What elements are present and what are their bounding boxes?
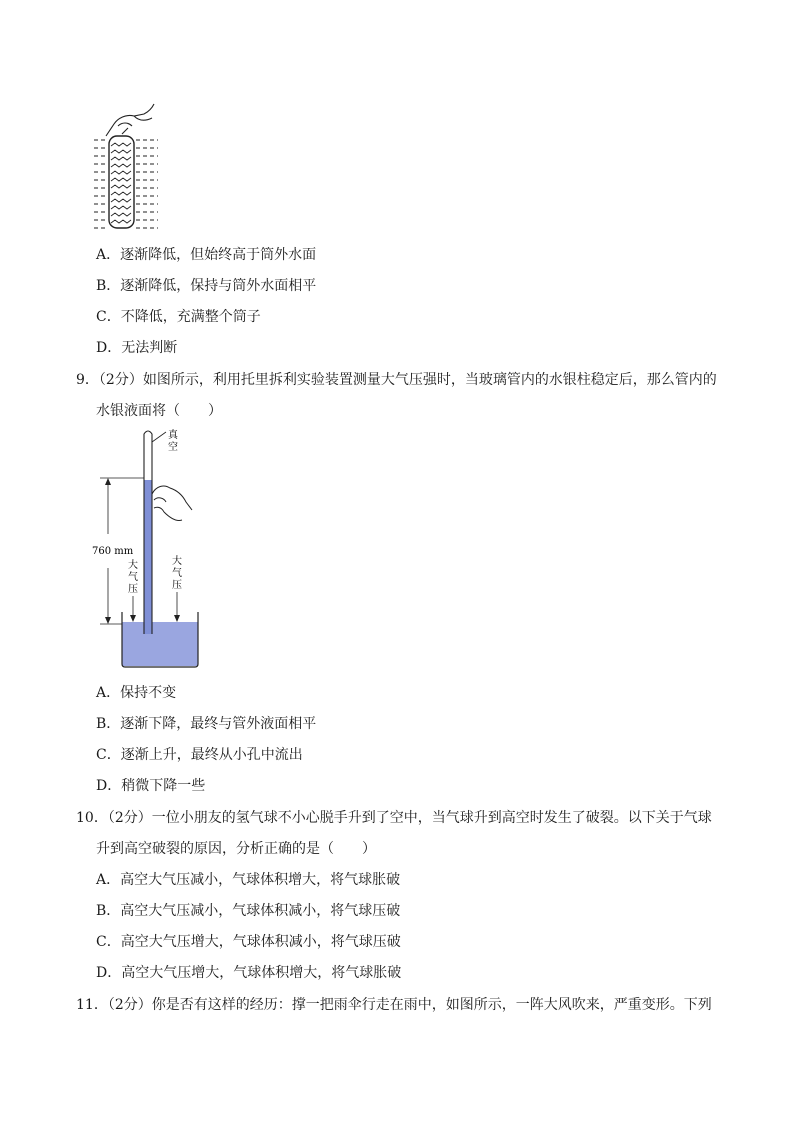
q11-stem-line1: 11．（2分）你是否有这样的经历：撑一把雨伞行走在雨中，如图所示，一阵大风吹来，严重变形。下列 <box>76 997 712 1013</box>
q10-stem-line1: 10．（2分）一位小朋友的氢气球不小心脱手升到了空中，当气球升到高空时发生了破裂。以下关于气球 <box>76 810 712 826</box>
vacuum-label-2: 空 <box>168 442 178 453</box>
water-in-cylinder <box>111 143 131 223</box>
q9-option-a: A．保持不变 <box>96 685 177 701</box>
hand <box>152 486 192 521</box>
q8-figure-cylinder-in-water <box>92 100 164 235</box>
q9-option-c: C．逐渐上升，最终从小孔中流出 <box>96 747 303 763</box>
vacuum-label-1: 真 <box>168 430 178 441</box>
q9-stem-line1: 9．（2分）如图所示，利用托里拆利实验装置测量大气压强时，当玻璃管内的水银柱稳定后，那么管内的 <box>76 372 717 388</box>
q10-option-a: A．高空大气压减小，气球体积增大，将气球胀破 <box>96 872 401 888</box>
tube-mercury-column <box>144 480 152 634</box>
left-pressure-label-2: 气 <box>128 572 138 583</box>
right-pressure-label-1: 大 <box>172 556 182 567</box>
q8-option-d: D．无法判断 <box>96 340 178 356</box>
q9-option-d: D．稍微下降一些 <box>96 778 206 794</box>
right-pressure-label-3: 压 <box>172 580 182 591</box>
left-pressure-label-3: 压 <box>128 584 138 595</box>
left-pressure-label-1: 大 <box>128 560 138 571</box>
q10-option-d: D．高空大气压增大，气球体积增大，将气球胀破 <box>96 965 402 981</box>
q8-option-a: A．逐渐降低，但始终高于筒外水面 <box>96 247 317 263</box>
q10-option-c: C．高空大气压增大，气球体积减小，将气球压破 <box>96 934 401 950</box>
q10-option-b: B．高空大气压减小，气球体积减小，将气球压破 <box>96 903 401 919</box>
q8-option-b: B．逐渐降低，保持与筒外水面相平 <box>96 278 317 294</box>
q9-option-b: B．逐渐下降，最终与管外液面相平 <box>96 716 317 732</box>
hand <box>106 104 154 136</box>
basin-mercury <box>122 622 198 666</box>
q10-stem-line2: 升到高空破裂的原因，分析正确的是（ ） <box>96 841 376 857</box>
q8-option-c: C．不降低，充满整个筒子 <box>96 309 261 325</box>
q9-figure-torricelli <box>92 428 208 672</box>
height-760mm-label: 760 mm <box>92 546 134 557</box>
q9-stem-line2: 水银液面将（ ） <box>96 403 222 419</box>
right-pressure-label-2: 气 <box>172 568 182 579</box>
